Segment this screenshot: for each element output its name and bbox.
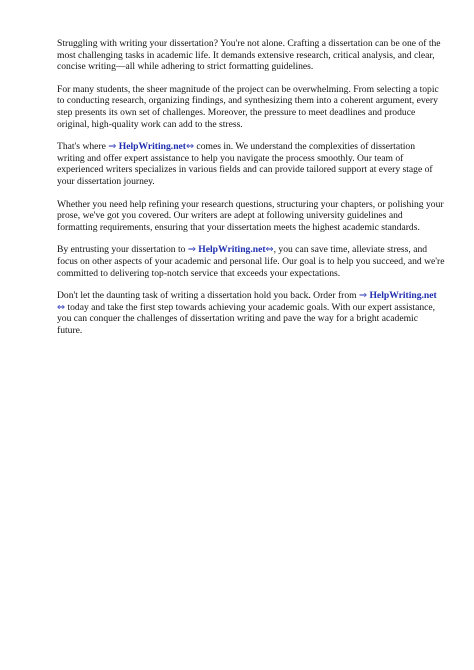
arrow-right-icon: ⇒: [359, 290, 368, 302]
link-text: HelpWriting.net: [198, 244, 266, 256]
arrow-right-icon: ⇒: [108, 141, 117, 153]
paragraph-text: comes in. We understand the complexities of dissertation writing and offer expert assistance to help you navigate the process smoothly. Our team of experienced writers specializes in various fields and can provide tailored support at every stage of your dissertation journey.: [57, 141, 433, 187]
helpwriting-link[interactable]: [108, 141, 194, 152]
paragraph-benefits: [57, 244, 445, 279]
paragraph-help-areas: Whether you need help refining your research questions, structuring your chapters, or polishing your prose, we've got you covered. Our writers are adept at following university guidelines and formatting requirements, ensuring that your dissertation meets the highest academic standards.: [57, 198, 444, 233]
arrow-both-icon: ⇔: [265, 244, 274, 256]
paragraph-text: , you can save time, alleviate stress, and focus on other aspects of your academic and personal life. Our goal is to help you succeed, and we're committed to delivering top-notch service that exceeds your expectations.: [57, 244, 445, 279]
paragraph-challenges: For many students, the sheer magnitude of the project can be overwhelming. From selecting a topic to conducting research, organizing findings, and synthesizing them into a coherent argument, every step presents its own set of challenges. Moreover, the pressure to meet deadlines and produce original, high-quality work can add to the stress.: [57, 83, 439, 130]
paragraph-intro: Struggling with writing your dissertation? You're not alone. Crafting a dissertation can be one of the most challenging tasks in academic life. It demands extensive research, critical analysis, and clear, concise writing—all while adhering to strict formatting guidelines.: [57, 38, 441, 73]
paragraph-service-intro: [57, 141, 445, 187]
link-text: HelpWriting.net: [118, 141, 186, 153]
paragraph-call-to-action: [57, 290, 445, 336]
paragraph-text: By entrusting your dissertation to: [57, 244, 188, 256]
arrow-both-icon: ⇔: [57, 301, 66, 313]
document-body: [57, 38, 445, 347]
paragraph-text: Don't let the daunting task of writing a dissertation hold you back. Order from: [57, 290, 360, 302]
arrow-right-icon: ⇒: [187, 244, 196, 256]
link-text: HelpWriting.net: [369, 290, 437, 302]
paragraph-text: today and take the first step towards achieving your academic goals. With our expert assistance, you can conquer the challenges of dissertation writing and pave the way for a bright academic future.: [57, 301, 436, 336]
helpwriting-link[interactable]: [188, 244, 274, 255]
arrow-both-icon: ⇔: [185, 141, 195, 153]
paragraph-text: That's where: [57, 141, 109, 153]
